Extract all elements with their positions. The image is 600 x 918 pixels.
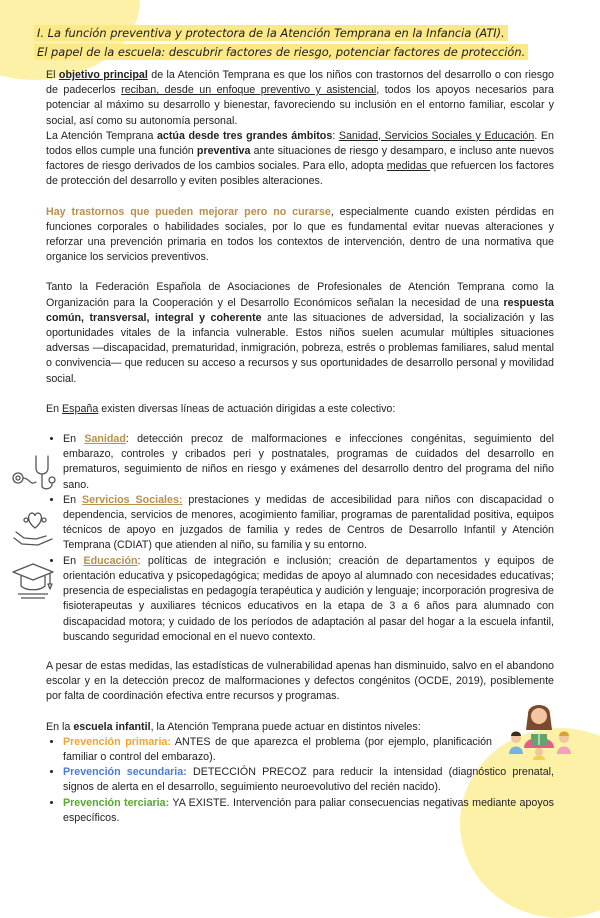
emphasis-areas: actúa desde tres grandes ámbitos [156, 129, 333, 142]
paragraph-disorders [46, 205, 554, 266]
text: , la Atención Temprana puede actuar en distintos niveles: [150, 720, 421, 733]
text: existen diversas líneas de actuación dirigidas a este colectivo: [98, 402, 396, 415]
title-line-2: El papel de la escuela: descubrir factores de riesgo, potenciar factores de protección. [34, 44, 528, 60]
underlined-text: Sanidad, Servicios Sociales y Educación [338, 129, 535, 142]
list-item-secundaria [63, 765, 554, 795]
prevention-levels-list [46, 735, 554, 826]
text: ante las situaciones de adversidad, la socialización y las oportunidades vitales de la infancia vulnerable. Estos niños suelen acumular múltiples situaciones adversas —discapacidad, prematuridad, inmigración, pobreza, estrés o problemas familiares, salud mental o convivencia— que reducen su acceso a recursos y sus oportunidades de desarrollo personal y movilidad social. [46, 311, 554, 385]
level-label: Prevención primaria: [63, 735, 171, 748]
level-text: YA EXISTE. Intervención para paliar consecuencias negativas mediante apoyos específicos. [63, 796, 554, 824]
text: En [63, 433, 85, 446]
list-item-educacion [63, 554, 554, 645]
emphasis-school: escuela infantil [73, 720, 151, 733]
page-title [34, 24, 574, 62]
list-item-servicios-sociales [63, 493, 554, 554]
paragraph-school [46, 720, 554, 735]
text: En [63, 554, 84, 567]
emphasis-objective: objetivo principal [58, 69, 148, 81]
paragraph-spain [46, 402, 554, 417]
area-text: : políticas de integración e inclusión; creación de departamentos y equipos de orientación educativa y psicopedagógica; medidas de apoyo al alumnado con necesidades educativas; presencia de especialistas en pedagogía terapéutica y audición y lenguaje; incorporación progresiva de fisioterapeutas y auxiliares técnicos educativos en la etapa de 3 a 6 años para alumnado con discapacidad motora; y cuidado de los períodos de adaptación al pasar del hogar a la escuela infantil, buscando seguridad emocional en el nuevo contexto. [63, 554, 555, 643]
list-item-terciaria [63, 796, 554, 826]
area-name: Sanidad [84, 433, 126, 446]
text: . En todos ellos cumple una función [46, 129, 554, 158]
area-text: : detección precoz de malformaciones e infecciones congénitas, seguimiento del embarazo, controles y cribados peri y postnatales, programas de cuidados del desarrollo en prematuros, seguimiento de niños en riesgo y exámenes del desarrollo dentro del programa del niño sano. [63, 433, 555, 491]
level-text: ANTES de que aparezca el problema (por ejemplo, planificación familiar o control del embarazo). [63, 735, 492, 763]
level-label: Prevención terciaria: [63, 796, 170, 809]
title-line-1: I. La función preventiva y protectora de la Atención Temprana en la Infancia (ATI). [34, 25, 508, 41]
area-text: prestaciones y medidas de accesibilidad para niños con discapacidad o dependencia, servicios de menores, acogimiento familiar, programas de parentalidad positiva, equipos técnicos de apoyo en juzgados de familia y redes de Centros de Desarrollo Infantil y Atención Temprana (CDIAT) que atienden al niño, su familia y su entorno. [63, 493, 554, 552]
paragraph-federation [46, 280, 554, 386]
underlined-text: España [62, 402, 99, 415]
level-text: DETECCIÓN PRECOZ para reducir la intensidad (diagnóstico prenatal, signos de alerta en el desarrollo, seguimiento neuroevolutivo del recién nacido). [63, 766, 554, 794]
document-body [46, 68, 554, 840]
text: El [46, 69, 59, 81]
text: En [63, 493, 83, 506]
list-item-primaria [63, 735, 554, 765]
highlighted-statement: Hay trastornos que pueden mejorar pero no curarse [46, 205, 331, 218]
text: de la Atención Temprana es que los niños con trastornos del desarrollo o con riesgo de padecerlos [46, 69, 555, 97]
teacher-reading-illustration [504, 700, 580, 760]
text: La Atención Temprana [46, 129, 157, 142]
area-name: Educación [83, 554, 138, 567]
emphasis-preventive: preventiva [196, 145, 251, 158]
list-item-sanidad [63, 432, 554, 493]
text: , especialmente cuando existen pérdidas en funciones corporales o habilidades sociales, por lo que es fundamental evitar nuevas alteraciones y reforzar una prevención primaria en todos los contextos de intervención, dentro de una normativa que organice los servicios preventivos. [46, 205, 555, 264]
text: ante situaciones de riesgo y desamparo, e incluso ante nuevos factores de riesgo derivados de los cambios sociales. Para ello, adopta [46, 145, 554, 173]
text: , todos los apoyos necesarios para potenciar al máximo su desarrollo y bienestar, favoreciendo su inclusión en el entorno familiar, escolar y social, así como su autonomía personal. [46, 84, 554, 127]
area-name: Servicios Sociales: [82, 493, 183, 506]
text: En la [46, 720, 74, 733]
text: En [46, 402, 63, 415]
text: que refuercen los factores de protección del desarrollo y eviten posibles alteraciones. [46, 160, 554, 188]
level-label: Prevención secundaria: [63, 766, 187, 779]
emphasis-response: respuesta común, transversal, integral y coherente [46, 296, 554, 324]
text: Tanto la Federación Española de Asociaciones de Profesionales de Atención Temprana como la Organización para la Cooperación y el Desarrollo Económicos señalan la necesidad de una [46, 281, 554, 309]
areas-list [46, 432, 554, 645]
text: : [332, 129, 339, 142]
paragraph-objective [46, 68, 554, 190]
underlined-text: medidas [386, 160, 431, 173]
paragraph-statistics: A pesar de estas medidas, las estadísticas de vulnerabilidad apenas han disminuido, salvo en el abandono escolar y en la detección precoz de malformaciones y defectos congénitos (OCDE, 2019), posiblemente por falta de coordinación efectiva entre recursos y programas. [46, 659, 554, 703]
underlined-text: reciban, desde un enfoque preventivo y asistencial [121, 84, 377, 97]
